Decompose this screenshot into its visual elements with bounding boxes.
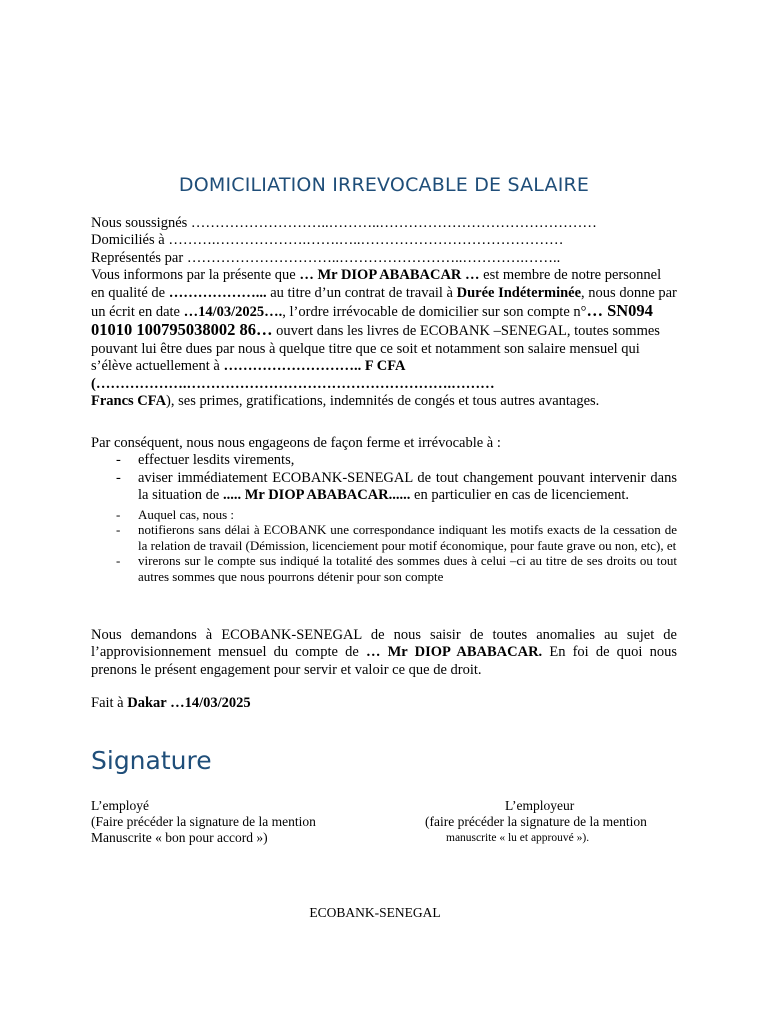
list-item: - Auquel cas, nous : <box>91 507 677 523</box>
signature-employe: L’employé (Faire précéder la signature de la mention Manuscrite « bon pour accord ») <box>91 798 391 846</box>
demand-paragraph: Nous demandons à ECOBANK-SENEGAL de nous saisir de toutes anomalies au sujet de l’approvisionnement mensuel du compte de … Mr DIOP ABABACAR. En foi de quoi nous prenons le présent engagement pour servir et valoir ce que de droit. <box>91 627 677 678</box>
intro-paragraph: Vous informons par la présente que … Mr DIOP ABABACAR … est membre de notre personnel en qualité de ………………... au titre d’un contrat de travail à Durée Indéterminée, nous donne par un écrit en date …14/03/2025…., l’ordre irrévocable de domicilier sur son compte n°… SN094 01010 100795038002 86… ouvert dans les livres de ECOBANK –SENEGAL, toutes sommes pouvant lui être dues par nous à quelque titre que ce soit et notamment son salaire mensuel qui s’élève actuellement à ……………………….. F CFA (……………….……………………………………………….……… Francs CFA), ses primes, gratifications, indemnités de congés et tous autres avantages. <box>91 267 677 410</box>
salary-amount: ……………………….. F CFA <box>223 358 405 375</box>
list-item: - aviser immédiatement ECOBANK-SENEGAL de tout changement pouvant intervenir dans la situation de ..... Mr DIOP ABABACAR...... en particulier en cas de licenciement. <box>91 470 677 505</box>
list-item: - virerons sur le compte sus indiqué la totalité des sommes dues à celui –ci au titre de ses droits ou tout autres sommes que nous pourrons détenir pour son compte <box>91 553 677 584</box>
employeur-label: L’employeur <box>505 798 575 813</box>
fait-line: Fait à Dakar …14/03/2025 <box>91 695 251 711</box>
employe-label: L’employé <box>91 798 149 813</box>
domicilies-line: Domiciliés à ……….……………….…….…..…………………………………… <box>91 232 564 249</box>
account-number: … SN094 01010 100795038002 86… <box>91 301 653 340</box>
list-item: - notifierons sans délai à ECOBANK une correspondance indiquant les motifs exacts de la cessation de la relation de travail (Démission, licenciement pour motif économique, pour faute grave ou non, etc), et <box>91 522 677 553</box>
document-title: DOMICILIATION IRREVOCABLE DE SALAIRE <box>178 174 590 196</box>
representes-line: Représentés par …………………………..……………………..………….…….. <box>91 249 561 266</box>
signature-employeur: L’employeur (faire précéder la signature de la mention manuscrite « lu et approuvé »). <box>425 798 705 846</box>
order-date: …14/03/2025…. <box>183 304 283 321</box>
signature-heading: Signature <box>91 746 212 775</box>
employee-name: … Mr DIOP ABABACAR … <box>299 267 480 284</box>
salary-words: Francs CFA <box>91 393 167 410</box>
place-date: Dakar …14/03/2025 <box>127 695 251 711</box>
contract-type: Durée Indéterminée <box>456 284 582 301</box>
employee-name: … Mr DIOP ABABACAR. <box>365 644 543 661</box>
intro-section <box>91 215 677 410</box>
engagements-list <box>91 452 677 584</box>
soussignes-line: Nous soussignés ………………………..………..……………………………………… <box>91 215 597 231</box>
footer-bank-name: ECOBANK-SENEGAL <box>309 905 441 920</box>
list-item: - effectuer lesdits virements, <box>91 452 677 469</box>
engagements-section <box>91 435 677 585</box>
engagements-lead: Par conséquent, nous nous engageons de façon ferme et irrévocable à : <box>91 435 501 451</box>
